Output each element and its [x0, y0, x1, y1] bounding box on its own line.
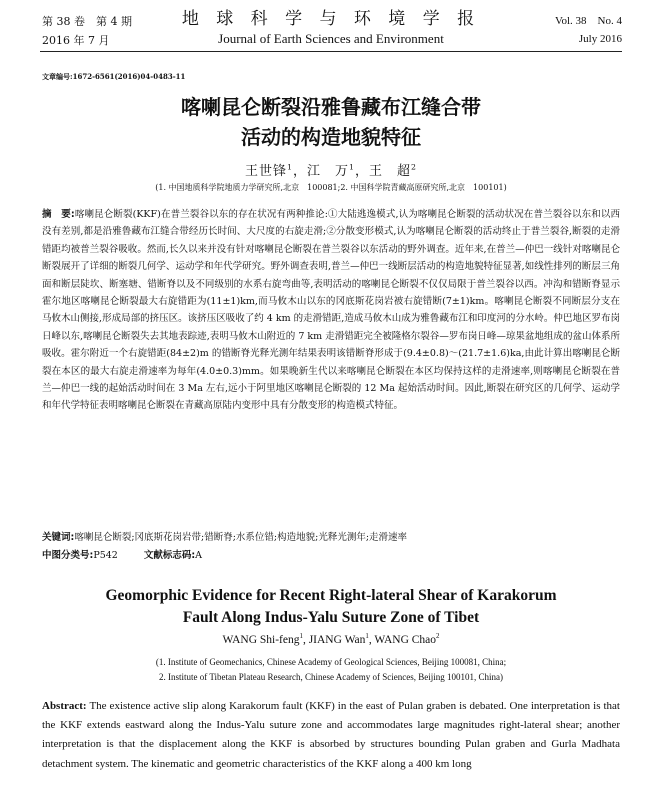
title-en-line1: Geomorphic Evidence for Recent Right-lateral Shear of Karakorum	[105, 587, 557, 604]
author-cn-2: 江 万	[307, 164, 350, 179]
doc-code-label: 文献标志码:	[143, 550, 196, 561]
clc-label: 中图分类号:	[42, 550, 94, 561]
title-en	[0, 585, 662, 629]
author-en-3: WANG Chao	[374, 633, 437, 646]
clc-value: P542	[93, 550, 118, 561]
article-number: 文章编号:1672-6561(2016)04-0483-11	[42, 72, 186, 81]
authors-cn	[0, 160, 662, 179]
journal-title-en: Journal of Earth Sciences and Environment	[218, 31, 444, 46]
author-en-sep-2: ,	[368, 633, 375, 646]
title-en-line2: Fault Along Indus-Yalu Suture Zone of Tibet	[182, 609, 480, 626]
authors-en	[0, 633, 662, 646]
keywords-cn	[42, 529, 620, 546]
abstract-en	[42, 697, 620, 774]
author-cn-3-affil: 2	[411, 162, 417, 172]
doc-code-value: A	[195, 550, 203, 561]
header-date-en: July 2016	[578, 33, 622, 45]
abstract-en-label: Abstract:	[42, 700, 87, 712]
title-cn-line2: 活动的构造地貌特征	[241, 125, 421, 149]
author-cn-1: 王世锋	[245, 164, 288, 179]
header-date-line: 2016 年 7 月	[42, 34, 110, 47]
author-en-1-affil: 1	[299, 633, 303, 640]
journal-title-cn: 地 球 科 学 与 环 境 学 报	[181, 9, 481, 29]
classification-cn	[42, 547, 202, 561]
author-en-2: JIANG Wan	[308, 633, 366, 646]
header-issue-line: 第 38 卷 第 4 期	[42, 15, 132, 28]
keywords-cn-text: 喀喇昆仑断裂;冈底斯花岗岩带;错断脊;水系位错;构造地貌;光释光测年;走滑速率	[74, 532, 408, 543]
author-cn-sep-2: ，	[354, 164, 369, 179]
affiliation-cn: (1. 中国地质科学院地质力学研究所,北京 100081;2. 中国科学院青藏高原研究所,北京 100101)	[155, 183, 507, 192]
affiliation-en-line2: 2. Institute of Tibetan Plateau Research, Chinese Academy of Sciences, Beijing 100101, China)	[159, 672, 503, 682]
author-cn-3: 王 超	[369, 164, 412, 179]
affiliation-en	[0, 655, 662, 685]
author-en-3-affil: 2	[436, 633, 440, 640]
title-cn-line1: 喀喇昆仑断裂沿雅鲁藏布江缝合带	[181, 95, 481, 119]
author-cn-sep-1: ，	[292, 164, 307, 179]
header-volume-info	[555, 12, 622, 48]
author-en-sep-1: ,	[302, 633, 309, 646]
author-cn-2-affil: 1	[349, 162, 355, 172]
title-cn	[0, 92, 662, 152]
author-cn-1-affil: 1	[287, 162, 293, 172]
header-rule	[40, 51, 622, 52]
abstract-cn-text: 喀喇昆仑断裂(KKF)在普兰裂谷以东的存在状况有两种推论:①大陆逃逸模式,认为喀喇昆仑断裂的活动状况在普兰裂谷以东和以西没有差别,都是沿雅鲁藏布江缝合带经历长时间、大尺度的右旋走滑;②分散变形模式,认为喀喇昆仑断裂的活动终止于普兰裂谷,断裂的走滑错距均被普兰裂谷吸收。然而,长久以来并没有针对喀喇昆仑断裂在普兰裂谷以东活动的野外调查。近年来,在普兰—仲巴一线针对喀喇昆仑断裂展开了详细的断裂几何学、运动学和年代学研究。野外调查表明,普兰—仲巴一线断层活动的构造地貌特征显著,如线性排列的断层三角面和断层陡坎、断塞塘、错断脊以及不同级别的水系右旋弯曲等,表明活动的喀喇昆仑断裂不仅仅局限于普兰裂谷以西。冲沟和错断脊显示霍尔地区喀喇昆仑断裂最大右旋错距为(11±1)km,而马攸木山以东的冈底斯花岗岩被右旋错断(7±1)km。喀喇昆仑断裂不同断层分支在马攸木山侧接,形成局部的挤压区。该挤压区吸收了约 4 km 的走滑错距,造成马攸木山成为雅鲁藏布江和印度河的分水岭。仲巴地区罗布岗日峰以东,喀喇昆仑断裂失去其地表踪迹,表明马攸木山附近的 7 km 走滑错距完全被隆格尔裂谷—罗布岗日峰—琼果盆地组成的盆山体系所吸收。霍尔附近一个右旋错距(84±2)m 的错断脊光释光测年结果表明该错断脊形成于(9.4±0.8)～(21.7±1.6)ka,由此计算出喀喇昆仑断裂在本区的最大右旋走滑速率为每年(4.0±0.3)mm。如果晚新生代以来喀喇昆仑断裂在本区均保持这样的走滑速率,则喀喇昆仑断裂在普兰—仲巴一线的起始活动时间在 3 Ma 左右,远小于阿里地区喀喇昆仑断裂的 12 Ma 起始活动时间。因此,断裂在研究区的几何学、运动学和年代学特征表明喀喇昆仑断裂在青藏高原陆内变形中具有分散变形的构造模式特征。	[42, 209, 620, 412]
author-en-2-affil: 1	[365, 633, 369, 640]
header-vol-en: Vol. 38 No. 4	[554, 15, 622, 27]
affiliation-en-line1: (1. Institute of Geomechanics, Chinese Academy of Geological Sciences, Beijing 100081, China;	[155, 657, 507, 667]
author-en-1: WANG Shi-feng	[222, 633, 300, 646]
abstract-cn-label: 摘 要:	[42, 209, 75, 220]
keywords-cn-label: 关键词:	[42, 532, 75, 543]
abstract-cn	[42, 206, 620, 415]
abstract-en-text: The existence active slip along Karakorum fault (KKF) in the east of Pulan graben is debated. One interpretation is that the KKF extends eastward along the Indus-Yalu suture zone and accommodates large magnitudes right-lateral shear; another interpretation is that the displacement along the KKF is absorbed by structures bounding Pulan graben and Gurla Madhata detachment system. The kinematic and geometric characteristics of the KKF along a 400 km long	[42, 700, 620, 770]
